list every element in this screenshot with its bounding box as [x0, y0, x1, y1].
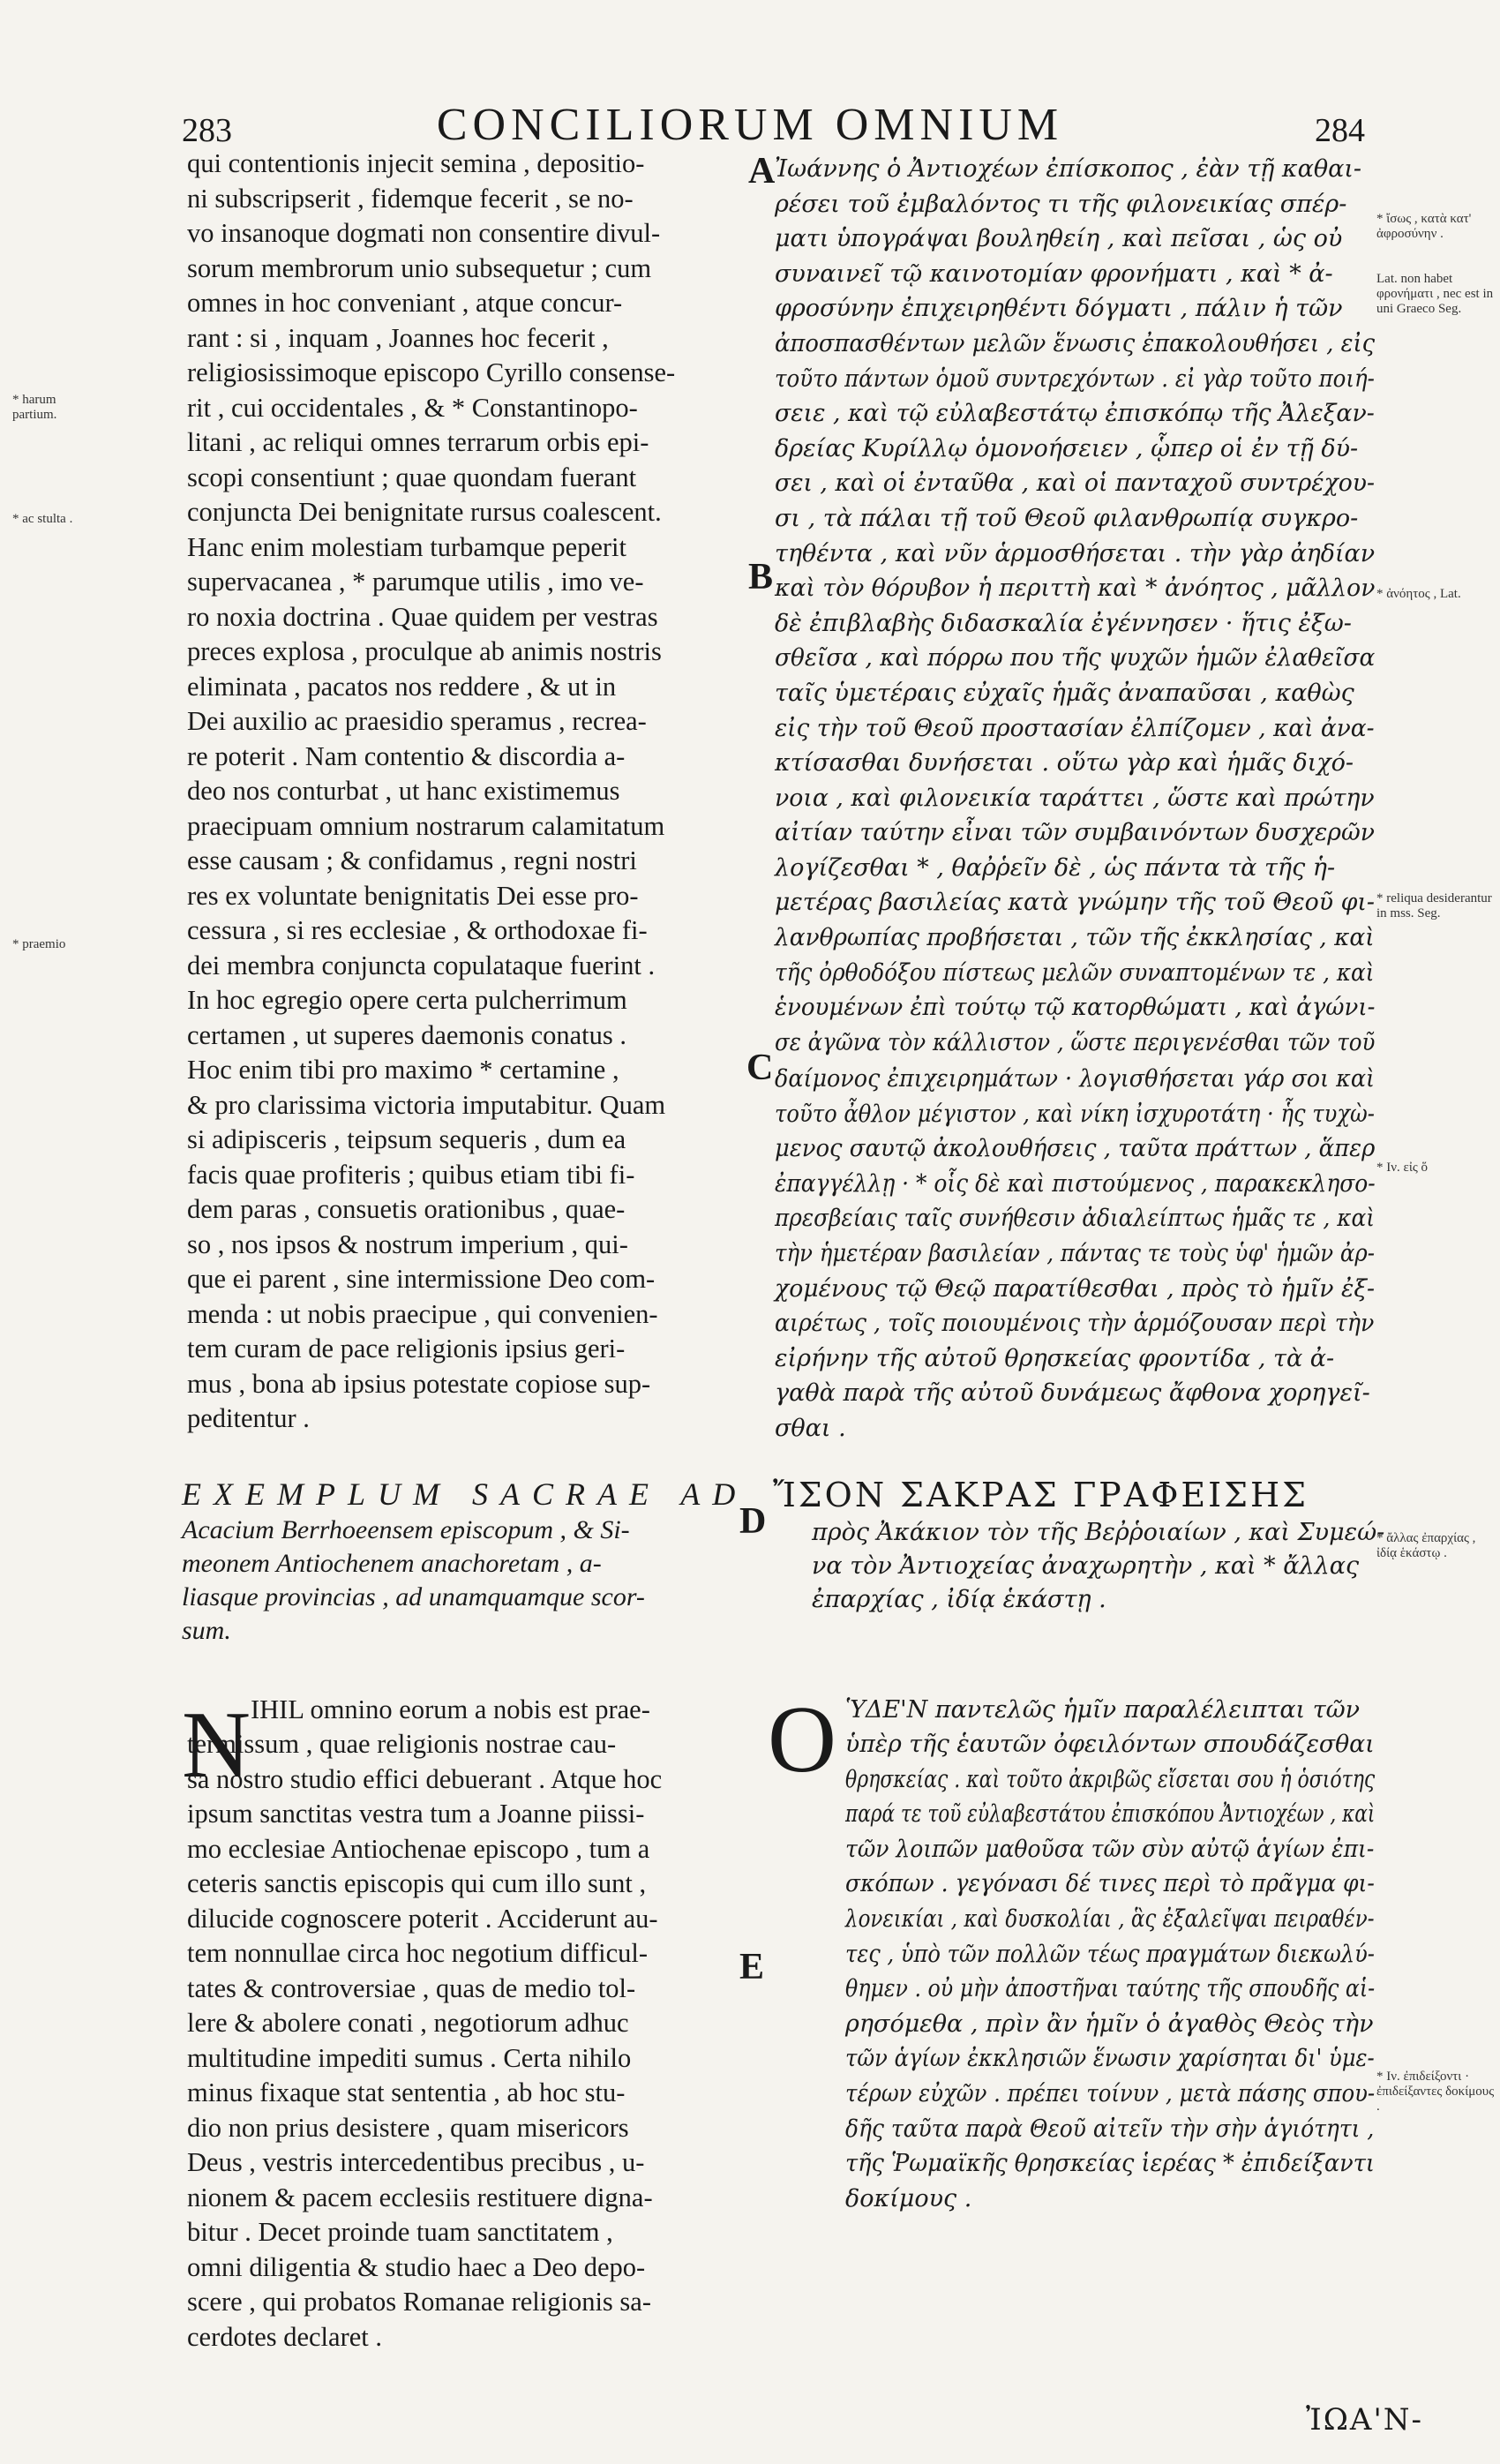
- text-line: ρησόμεθα , πρὶν ἂν ἡμῖν ὁ ἀγαθὸς Θεὸς τὴν: [845, 2010, 1374, 2038]
- greek-section-subheading: πρὸς Ἀκάκιον τὸν τῆς Βεῤῥοιαίων , καὶ Συμεώ- να τὸν Ἀντιοχείας ἀναχωρητὴν , καὶ * ἄλλας ἐπαρχίας , ἰδίᾳ ἑκάστῃ .: [812, 1519, 1385, 1613]
- text-line: τῶν λοιπῶν μαθοῦσα τῶν σὺν αὐτῷ ἁγίων ἐπι-: [845, 1835, 1375, 1863]
- latin-drop-cap: N: [182, 1693, 251, 1798]
- text-line: τῶν ἁγίων ἐκκλησιῶν ἕνωσιν χαρίσηται δι' ὑμε-: [845, 2045, 1375, 2073]
- text-line: ρέσει τοῦ ἐμβαλόντος τι τῆς φιλονεικίας σπέρ-: [775, 190, 1347, 218]
- text-line: dio non prius desistere , quam misericors: [187, 2112, 629, 2143]
- text-line: cerdotes declaret .: [187, 2321, 382, 2352]
- text-line: dilucide cognoscere poterit . Acciderunt au-: [187, 1903, 658, 1934]
- text-line: σθεῖσα , καὶ πόρρω που τῆς ψυχῶν ἡμῶν ἐλαθεῖσα: [775, 644, 1376, 672]
- text-line: vo insanoque dogmati non consentire divul-: [187, 218, 661, 248]
- text-line: sa nostro studio effici debuerant . Atque hoc: [187, 1763, 663, 1794]
- margin-note-right: * Ιν. ἐπιδείξοντι · ἐπιδείξαντες δοκίμους .: [1376, 2070, 1495, 2114]
- text-line: λογίζεσθαι * , θαῤῥεῖν δὲ , ὡς πάντα τὰ τῆς ἡ-: [775, 853, 1336, 882]
- latin-first-line: IHIL omnino eorum a nobis est prae-: [251, 1694, 650, 1724]
- text-line: tem nonnullae circa hoc negotium difficul-: [187, 1938, 648, 1968]
- text-line: δαίμονος ἐπιχειρημάτων · λογισθήσεται γάρ σοι καὶ: [775, 1065, 1376, 1093]
- text-line: tem curam de pace religionis ipsius geri-: [187, 1333, 626, 1363]
- text-line: σε ἀγῶνα τὸν κάλλιστον , ὥστε περιγενέσθαι τῶν τοῦ: [775, 1028, 1376, 1056]
- running-title: CONCILIORUM OMNIUM: [436, 100, 1064, 150]
- text-line: ἐπαγγέλλῃ · * οἷς δὲ καὶ πιστούμενος , παρακεκλησο-: [775, 1169, 1376, 1198]
- text-line: conjuncta Dei benignitate rursus coalescent.: [187, 497, 662, 527]
- text-line: μετέρας βασιλείας κατὰ γνώμην τῆς τοῦ Θεοῦ φι-: [775, 889, 1375, 917]
- text-line: si adipisceris , teipsum sequeris , dum ea: [187, 1124, 626, 1154]
- section-letter: E: [739, 1947, 765, 1987]
- text-line: minus fixaque stat sententia , ab hoc stu-: [187, 2077, 626, 2107]
- text-line: so , nos ipsos & nostrum imperium , qui-: [187, 1228, 628, 1259]
- text-line: θρησκείας . καὶ τοῦτο ἀκριβῶς εἴσεται σου ἡ ὁσιότης: [845, 1765, 1376, 1793]
- text-line: omni diligentia & studio haec a Deo depo-: [187, 2251, 646, 2282]
- text-line: ταῖς ὑμετέραις εὐχαῖς ἡμᾶς ἀναπαῦσαι , καθὼς: [775, 679, 1354, 707]
- text-line: ceteris sanctis episcopis qui cum illo sunt ,: [187, 1868, 647, 1898]
- text-line: θημεν . οὐ μὴν ἀποστῆναι ταύτης τῆς σπουδῆς αἱ-: [845, 1975, 1376, 2003]
- text-line: ipsum sanctitas vestra tum a Joanne piissi-: [187, 1799, 645, 1829]
- section-letter: B: [748, 557, 774, 597]
- text-line: τηθέντα , καὶ νῦν ἁρμοσθήσεται . τὴν γὰρ ἀηδίαν: [775, 539, 1376, 567]
- margin-note-right: Lat. non habet φρονήματι , nec est in uni Graeco Seg.: [1376, 272, 1494, 316]
- text-line: dei membra conjuncta copulataque fuerint .: [187, 950, 656, 980]
- text-line: tates & controversiae , quas de medio tol-: [187, 1972, 636, 2003]
- text-line: κτίσασθαι δυνήσεται . οὕτω γὰρ καὶ ἡμᾶς διχό-: [775, 749, 1354, 778]
- text-line: praecipuam omnium nostrarum calamitatum: [187, 810, 665, 841]
- text-line: cessura , si res ecclesiae , & orthodoxae fi-: [187, 915, 648, 945]
- text-line: σειε , καὶ τῷ εὐλαβεστάτῳ ἐπισκόπῳ τῆς Ἀλεξαν-: [775, 400, 1375, 428]
- text-line: qui contentionis injecit semina , depositio-: [187, 148, 645, 178]
- text-line: παρά τε τοῦ εὐλαβεστάτου ἐπισκόπου Ἀντιοχέων , καὶ: [845, 1800, 1376, 1829]
- text-line: nionem & pacem ecclesiis restituere digna-: [187, 2182, 653, 2212]
- latin-section-heading: EXEMPLUM SACRAE AD: [182, 1476, 748, 1512]
- section-letter: A: [748, 151, 776, 192]
- text-line: rant : si , inquam , Joannes hoc fecerit ,: [187, 322, 609, 353]
- text-line: eliminata , pacatos nos reddere , & ut in: [187, 671, 617, 702]
- text-line: preces explosa , proculque ab animis nostris: [187, 636, 662, 666]
- text-line: λανθρωπίας προβήσεται , τῶν τῆς ἐκκλησίας , καὶ: [775, 924, 1375, 952]
- section-letter: C: [746, 1048, 774, 1088]
- text-line: & pro clarissima victoria imputabitur. Quam: [187, 1089, 666, 1120]
- margin-note-right: * ἴσως , κατὰ κατ' ἀφροσύνην .: [1376, 212, 1472, 241]
- text-line: lere & abolere conati , negotiorum adhuc: [187, 2008, 629, 2038]
- text-line: scere , qui probatos Romanae religionis sa-: [187, 2287, 651, 2317]
- text-line: esse causam ; & confidamus , regni nostri: [187, 845, 637, 875]
- section-letter: D: [739, 1501, 767, 1542]
- text-line: σι , τὰ πάλαι τῇ τοῦ Θεοῦ φιλανθρωπίᾳ συγκρο-: [775, 504, 1359, 532]
- text-line: que ei parent , sine intermissione Deo com-: [187, 1264, 656, 1294]
- text-line: ἑνουμένων ἐπὶ τούτῳ τῷ κατορθώματι , καὶ ἀγώνι-: [775, 994, 1376, 1022]
- text-line: ro noxia doctrina . Quae quidem per vestras: [187, 601, 658, 632]
- text-line: τὴν ἡμετέραν βασιλείαν , πάντας τε τοὺς ὑφ' ἡμῶν ἀρ-: [775, 1239, 1375, 1267]
- text-line: ni subscripserit , fidemque fecerit , se no-: [187, 183, 634, 214]
- margin-note-left: * praemio: [12, 937, 66, 951]
- text-line: αἰτίαν ταύτην εἶναι τῶν συμβαινόντων δυσχερῶν: [775, 819, 1375, 847]
- greek-first-line: ὙΔΕ'Ν παντελῶς ἡμῖν παραλέλειπται τῶν: [845, 1696, 1361, 1724]
- margin-note-left: * harum partium.: [12, 393, 57, 422]
- text-line: τῆς ὀρθοδόξου πίστεως μελῶν συναπτομένων τε , καὶ: [775, 958, 1375, 987]
- latin-column-bottom: [187, 1727, 662, 2355]
- margin-note-right: * ἄλλας ἐπαρχίας , ἰδίᾳ ἑκάστῳ .: [1376, 1531, 1476, 1560]
- text-line: religiosissimoque episcopo Cyrillo consense-: [187, 357, 676, 387]
- margin-note-right: * ἀνόητος , Lat.: [1376, 587, 1461, 601]
- text-line: χομένους τῷ Θεῷ παρατίθεσθαι , πρὸς τὸ ἡμῖν ἐξ-: [775, 1274, 1376, 1303]
- text-line: ἀποσπασθέντων μελῶν ἕνωσις ἐπακολουθήσει , εἰς: [775, 329, 1376, 357]
- text-line: εἰρήνην τῆς αὐτοῦ θρησκείας φροντίδα , τὰ ἀ-: [775, 1344, 1335, 1372]
- margin-note-right: * reliqua desiderantur in mss. Seg.: [1376, 891, 1492, 920]
- text-line: multitudine impediti sumus . Certa nihilo: [187, 2042, 632, 2073]
- text-line: peditentur .: [187, 1403, 310, 1433]
- text-line: dem paras , consuetis orationibus , quae-: [187, 1194, 626, 1224]
- left-page-number: 283: [182, 112, 232, 149]
- text-line: ματι ὑπογράψαι βουληθείη , καὶ πεῖσαι , ὡς οὐ: [775, 225, 1343, 253]
- text-line: αιρέτως , τοῖς ποιουμένοις τὴν ἁρμόζουσαν περὶ τὴν: [775, 1310, 1375, 1338]
- text-line: συναινεῖ τῷ καινοτομίαν φρονήματι , καὶ * ἀ-: [775, 259, 1333, 288]
- text-line: τῆς Ῥωμαϊκῆς θρησκείας ἱερέας * ἐπιδείξαντι: [845, 2150, 1375, 2178]
- greek-column-bottom: [845, 1727, 1500, 2216]
- text-line: εἰς τὴν τοῦ Θεοῦ προστασίαν ἐλπίζομεν , καὶ ἀνα-: [775, 714, 1375, 742]
- text-line: πρεσβείαις ταῖς συνήθεσιν ἀδιαλείπτως ἡμᾶς τε , καὶ: [775, 1205, 1375, 1233]
- text-line: φροσύνην ἐπιχειρηθέντι δόγματι , πάλιν ἡ τῶν: [775, 295, 1343, 323]
- text-line: γαθὰ παρὰ τῆς αὐτοῦ δυνάμεως ἄφθονα χορηγεῖ-: [775, 1379, 1370, 1408]
- text-line: Hanc enim molestiam turbamque peperit: [187, 531, 627, 562]
- text-line: λονεικίαι , καὶ δυσκολίαι , ἃς ἐξαλεῖψαι πειραθέν-: [845, 1904, 1375, 1933]
- text-line: σθαι .: [775, 1414, 846, 1442]
- greek-column-top: [775, 152, 1437, 1060]
- text-line: δὲ ἐπιβλαβὴς διδασκαλία ἐγέννησεν · ἥτις ἐξω-: [775, 609, 1352, 637]
- text-line: ὑπὲρ τῆς ἑαυτῶν ὀφειλόντων σπουδάζεσθαι: [845, 1731, 1375, 1758]
- latin-section-subheading: Acacium Berrhoeensem episcopum , & Si- meonem Antiochenem anachoretam , a- liasque provincias , ad unamquamque scor- sum.: [182, 1515, 645, 1645]
- catchword: ἸΩΑ'Ν-: [1306, 2402, 1424, 2438]
- text-line: mus , bona ab ipsius potestate copiose sup-: [187, 1368, 651, 1399]
- text-line: δοκίμους .: [845, 2184, 972, 2212]
- text-line: rit , cui occidentales , & * Constantinopo-: [187, 392, 638, 423]
- text-line: re poterit . Nam contentio & discordia a-: [187, 740, 626, 771]
- text-line: sorum membrorum unio subsequetur ; cum: [187, 252, 652, 283]
- text-line: supervacanea , * parumque utilis , imo ve-: [187, 567, 644, 597]
- text-line: Ἰωάννης ὁ Ἀντιοχέων ἐπίσκοπος , ἐὰν τῇ καθαι-: [775, 155, 1362, 183]
- margin-note-right: * Ιν. εἰς ὅ: [1376, 1161, 1429, 1175]
- text-line: τοῦτο ἆθλον μέγιστον , καὶ νίκη ἰσχυροτάτη · ἧς τυχὼ-: [775, 1100, 1375, 1128]
- text-line: facis quae profiteris ; quibus etiam tibi fi-: [187, 1159, 635, 1190]
- greek-column-middle: [775, 1062, 1444, 1446]
- text-line: δρείας Κυρίλλῳ ὁμονοήσειεν , ᾧπερ οἱ ἐν τῇ δύ-: [775, 434, 1359, 462]
- text-line: deo nos conturbat , ut hanc existimemus: [187, 776, 620, 806]
- text-line: In hoc egregio opere certa pulcherrimum: [187, 985, 627, 1015]
- text-line: bitur . Decet proinde tuam sanctitatem ,: [187, 2217, 613, 2247]
- text-line: μενος σαυτῷ ἀκολουθήσεις , ταῦτα πράττων , ἅπερ: [775, 1135, 1376, 1163]
- text-line: res ex voluntate benignitatis Dei esse pro-: [187, 880, 639, 911]
- text-line: τες , ὑπὸ τῶν πολλῶν τέως πραγμάτων διεκωλύ-: [845, 1940, 1375, 1968]
- text-line: Deus , vestris intercedentibus precibus , u-: [187, 2147, 645, 2177]
- text-line: omnes in hoc conveniant , atque concur-: [187, 288, 623, 318]
- text-line: τοῦτο πάντων ὁμοῦ συντρεχόντων . εἰ γὰρ τοῦτο ποιή-: [775, 364, 1375, 393]
- latin-column-top: [187, 146, 675, 1437]
- greek-drop-cap: O: [768, 1687, 836, 1792]
- right-page-number: 284: [1315, 112, 1365, 149]
- greek-section-heading: ἼΣΟΝ ΣΑΚΡΑΣ ΓΡΑΦΕΙΣΗΣ: [773, 1476, 1309, 1514]
- text-line: σκόπων . γεγόνασι δέ τινες περὶ τὸ πρᾶγμα φι-: [845, 1870, 1375, 1898]
- text-line: σει , καὶ οἱ ἐνταῦθα , καὶ οἱ πανταχοῦ συντρέχου-: [775, 470, 1375, 498]
- text-line: menda : ut nobis praecipue , qui convenien-: [187, 1298, 658, 1329]
- text-line: Hoc enim tibi pro maximo * certamine ,: [187, 1055, 619, 1085]
- text-line: litani , ac reliqui omnes terrarum orbis epi-: [187, 427, 649, 457]
- text-line: Dei auxilio ac praesidio speramus , recrea-: [187, 706, 647, 736]
- margin-note-left: * ac stulta .: [12, 512, 73, 526]
- text-line: mo ecclesiae Antiochenae episcopo , tum a: [187, 1833, 650, 1864]
- text-line: νοια , καὶ φιλονεικία ταράττει , ὥστε καὶ πρώτην: [775, 784, 1375, 812]
- text-line: τέρων εὐχῶν . πρέπει τοίνυν , μετὰ πάσης σπου-: [845, 2079, 1376, 2107]
- text-line: scopi consentiunt ; quae quondam fuerant: [187, 462, 637, 492]
- text-line: termissum , quae religionis nostrae cau-: [187, 1729, 617, 1759]
- text-line: δῆς ταῦτα παρὰ Θεοῦ αἰτεῖν τὴν σὴν ἁγιότητι ,: [845, 2115, 1375, 2143]
- text-line: καὶ τὸν θόρυβον ἡ περιττὴ καὶ * ἀνόητος , μᾶλλον: [775, 575, 1376, 603]
- text-line: certamen , ut superes daemonis conatus .: [187, 1019, 627, 1050]
